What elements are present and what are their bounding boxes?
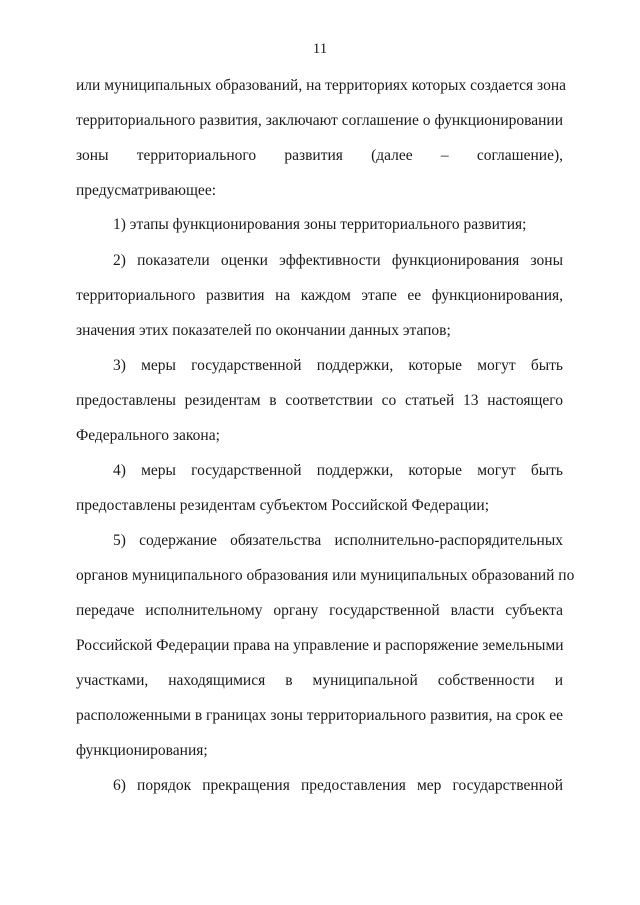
list-item-3-line: 3) меры государственной поддержки, которые могут быть <box>113 357 563 374</box>
list-item-5-line: 5) содержание обязательства исполнительно-распорядительных <box>113 532 563 549</box>
list-item-2-line: 2) показатели оценки эффективности функционирования зоны <box>113 252 563 269</box>
text-line: территориального развития на каждом этапе ее функционирования, <box>76 287 563 304</box>
page-number: 11 <box>312 41 328 57</box>
text-line: Федерального закона; <box>76 427 220 444</box>
text-line: зоны территориального развития (далее – соглашение), <box>76 147 563 164</box>
text-line: предоставлены резидентам субъектом Российской Федерации; <box>76 497 490 514</box>
list-item-1-line: 1) этапы функционирования зоны территориального развития; <box>113 216 527 233</box>
text-line: или муниципальных образований, на территориях которых создается зона <box>76 77 566 94</box>
text-line: Российской Федерации права на управление и распоряжение земельными <box>76 637 564 654</box>
text-line: функционирования; <box>76 742 208 759</box>
text-line: участками, находящимися в муниципальной собственности и <box>76 672 563 689</box>
text-line: органов муниципального образования или муниципальных образований по <box>76 567 575 584</box>
list-item-4-line: 4) меры государственной поддержки, которые могут быть <box>113 462 563 479</box>
list-item-6-line: 6) порядок прекращения предоставления мер государственной <box>113 777 563 794</box>
text-line: предоставлены резидентам в соответствии со статьей 13 настоящего <box>76 392 563 409</box>
text-line: передаче исполнительному органу государственной власти субъекта <box>76 602 563 619</box>
text-line: значения этих показателей по окончании данных этапов; <box>76 322 451 339</box>
text-line: территориального развития, заключают соглашение о функционировании <box>76 112 563 129</box>
text-line: расположенными в границах зоны территориального развития, на срок ее <box>76 707 563 724</box>
text-line: предусматривающее: <box>76 182 216 199</box>
